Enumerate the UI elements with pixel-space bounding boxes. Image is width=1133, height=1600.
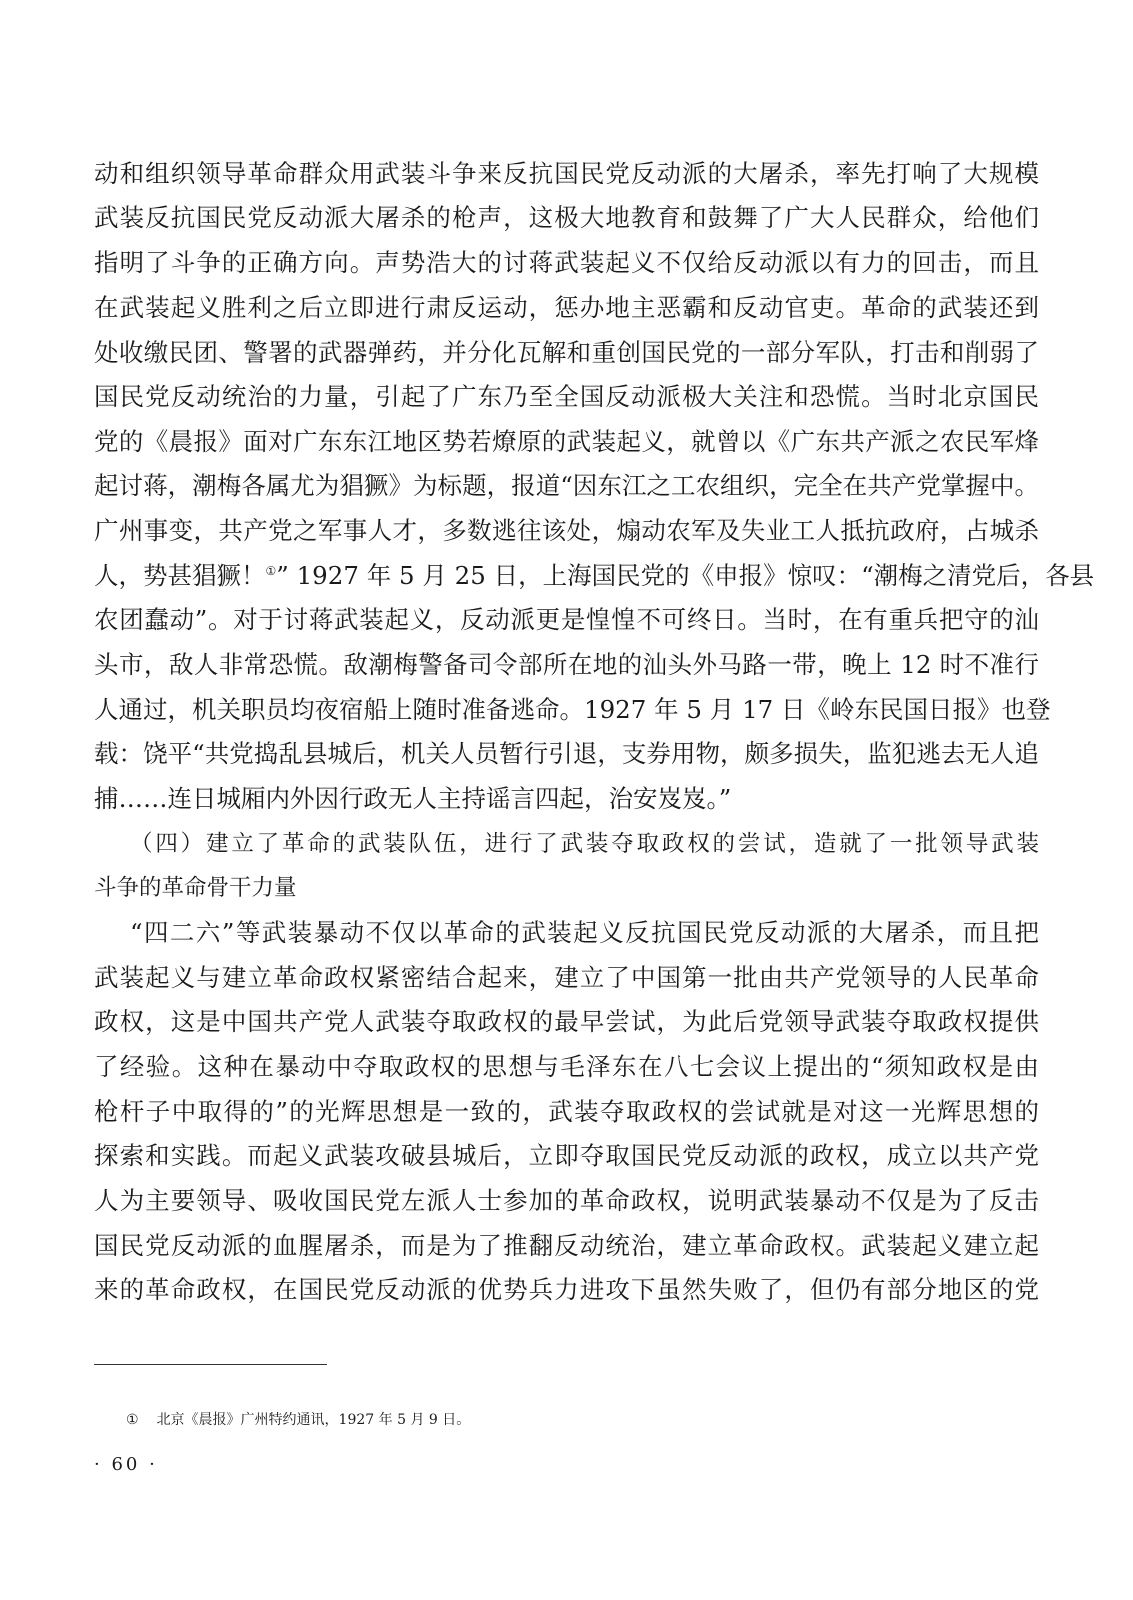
body-line: 农团蠢动”。对于讨蒋武装起义，反动派更是惶惶不可终日。当时，在有重兵把守的汕 [94,605,1039,634]
section-heading: （四）建立了革命的武装队伍，进行了武装夺取政权的尝试，造就了一批领导武装 [130,831,1039,857]
body-line-with-footnote-ref [94,556,1095,596]
body-line: 捕……连日城厢内外因行政无人主持谣言四起，治安岌岌。” [94,784,732,813]
footnote-reference: ① [265,563,277,578]
body-line: 来的革命政权，在国民党反动派的优势兵力进攻下虽然失败了，但仍有部分地区的党 [94,1275,1039,1304]
body-line: 了经验。这种在暴动中夺取政权的思想与毛泽东在八七会议上提出的“须知政权是由 [94,1052,1039,1081]
body-line: 指明了斗争的正确方向。声势浩大的讨蒋武装起义不仅给反动派以有力的回击，而且 [94,248,1039,277]
body-line: “四二六”等武装暴动不仅以革命的武装起义反抗国民党反动派的大屠杀，而且把 [130,918,1039,947]
body-line: 国民党反动统治的力量，引起了广东乃至全国反动派极大关注和恐慌。当时北京国民 [94,382,1039,411]
body-text: ” 1927 年 5 月 25 日，上海国民党的《申报》惊叹：“潮梅之清党后，各县 [276,561,1095,590]
body-line: 在武装起义胜利之后立即进行肃反运动，惩办地主恶霸和反动官吏。革命的武装还到 [94,293,1039,322]
body-line: 头市，敌人非常恐慌。敌潮梅警备司令部所在地的汕头外马路一带，晚上 12 时不准行 [94,650,1039,679]
footnote-text: 北京《晨报》广州特约通讯，1927 年 5 月 9 日。 [156,1412,471,1428]
footnote [126,1410,470,1430]
body-line: 探索和实践。而起义武装攻破县城后，立即夺取国民党反动派的政权，成立以共产党 [94,1141,1039,1170]
page-number: · 60 · [94,1454,158,1475]
body-line: 载：饶平“共党捣乱县城后，机关人员暂行引退，支券用物，颇多损失，监犯逃去无人追 [94,739,1039,768]
section-heading: 斗争的革命骨干力量 [94,875,297,901]
body-line: 动和组织领导革命群众用武装斗争来反抗国民党反动派的大屠杀，率先打响了大规模 [94,159,1039,188]
body-line: 国民党反动派的血腥屠杀，而是为了推翻反动统治，建立革命政权。武装起义建立起 [94,1231,1039,1260]
footnote-divider [94,1364,327,1365]
body-line: 处收缴民团、警署的武器弹药，并分化瓦解和重创国民党的一部分军队，打击和削弱了 [94,338,1039,367]
body-line: 人为主要领导、吸收国民党左派人士参加的革命政权，说明武装暴动不仅是为了反击 [94,1186,1039,1215]
body-line: 政权，这是中国共产党人武装夺取政权的最早尝试，为此后党领导武装夺取政权提供 [94,1007,1039,1036]
body-line: 枪杆子中取得的”的光辉思想是一致的，武装夺取政权的尝试就是对这一光辉思想的 [94,1097,1039,1126]
body-line: 武装起义与建立革命政权紧密结合起来，建立了中国第一批由共产党领导的人民革命 [94,963,1039,992]
body-line: 党的《晨报》面对广东东江地区势若燎原的武装起义，就曾以《广东共产派之农民军烽 [94,427,1039,456]
body-line: 广州事变，共产党之军事人才，多数逃往该处，煽动农军及失业工人抵抗政府，占城杀 [94,516,1039,545]
body-line: 武装反抗国民党反动派大屠杀的枪声，这极大地教育和鼓舞了广大人民群众，给他们 [94,203,1039,232]
footnote-mark: ① [126,1412,139,1428]
body-line: 人通过，机关职员均夜宿船上随时准备逃命。1927 年 5 月 17 日《岭东民国日报》也登 [94,695,1051,724]
body-line: 起讨蒋，潮梅各属尤为猖獗》为标题，报道“因东江之工农组织，完全在共产党掌握中。 [94,471,1039,500]
body-text: 人，势甚猖獗！ [94,561,266,590]
